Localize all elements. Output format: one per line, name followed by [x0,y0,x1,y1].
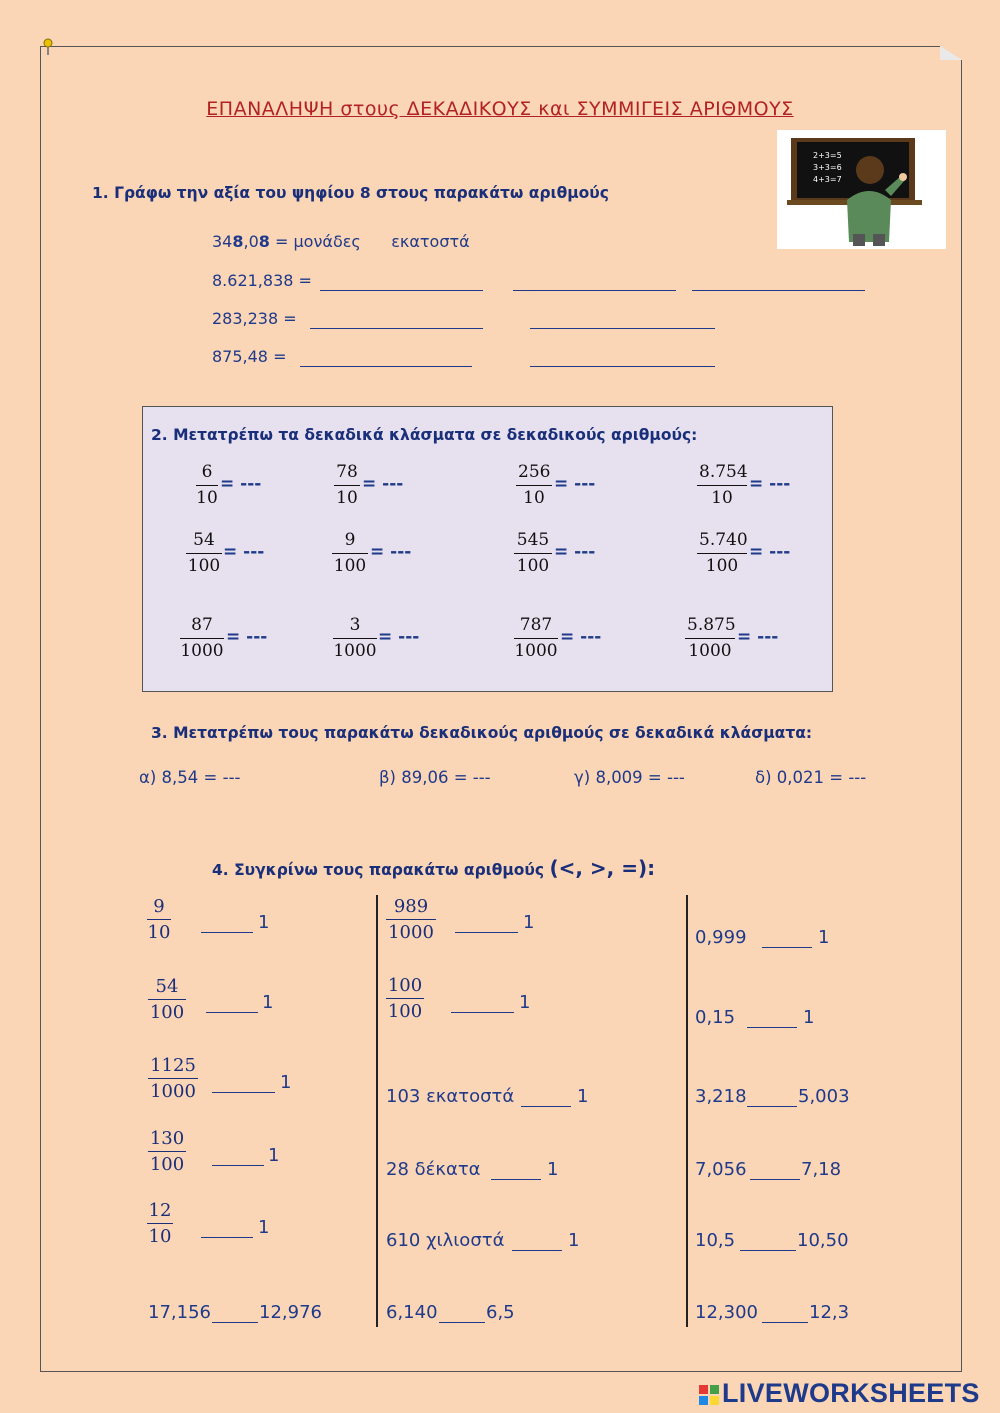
q1-row4-blank-1[interactable] [300,352,472,367]
q4-fraction [148,976,186,1023]
fraction-bar [147,1223,173,1224]
board-line-1: 2+3=5 [813,151,842,160]
q4-fraction [386,896,436,943]
page-fold-corner [940,46,962,60]
fraction-numerator: 9 [153,896,165,917]
q1-row1-answer: = μονάδες εκατοστά [269,232,470,251]
q4-fraction [148,1055,198,1102]
q2-answer-field[interactable]: = --- [554,542,596,562]
fraction-denominator: 100 [149,1002,185,1023]
q1-row2-number: 8.621,838 = [212,271,312,290]
q2-answer-field[interactable]: = --- [223,542,265,562]
fraction-numerator: 54 [155,976,179,997]
q1-row-3 [212,309,297,328]
q1-row-4 [212,347,286,366]
q4-compare-left: 7,056 [695,1159,747,1180]
q1-row4-blank-2[interactable] [530,352,715,367]
q4-compare-value: 1 [519,992,531,1013]
q4-compare-right: 1 [803,1007,815,1028]
q4-blank[interactable] [439,1322,485,1323]
q4-blank[interactable] [455,932,518,933]
fraction-bar [685,638,735,639]
q4-blank[interactable] [521,1106,571,1107]
teacher-illustration-icon [777,130,946,249]
q2-answer-field[interactable]: = --- [560,627,602,647]
fraction-denominator: 1000 [388,922,434,943]
q4-compare-left: 103 εκατοστά [386,1086,515,1107]
q4-blank[interactable] [201,932,253,933]
q1-row1-part: 34 [212,232,233,251]
q4-compare-right: 6,5 [486,1302,515,1323]
q4-compare-right: 10,50 [797,1230,849,1251]
fraction-bar [386,919,436,920]
fraction-numerator: 545 [516,530,550,550]
q1-row3-blank-2[interactable] [530,314,715,329]
q4-symbols: (<, >, =): [549,856,656,880]
fraction-numerator: 5.875 [687,615,736,635]
fraction-numerator: 8.754 [699,462,748,482]
logo-text: LIVEWORKSHEETS [722,1378,980,1408]
q2-answer-field[interactable]: = --- [749,542,791,562]
q2-fraction [514,615,558,661]
q4-compare-value: 1 [280,1072,292,1093]
q4-compare-right: 1 [818,927,830,948]
q4-compare-value: 1 [258,1217,270,1238]
q4-compare-left: 610 χιλιοστά [386,1230,505,1251]
fraction-denominator: 10 [711,488,733,508]
fraction-numerator: 3 [349,615,361,635]
q4-blank[interactable] [762,947,812,948]
q4-blank[interactable] [750,1179,800,1180]
q4-fraction [147,1200,173,1247]
q3-item-c[interactable]: γ) 8,009 = --- [574,768,685,787]
fraction-denominator: 10 [148,1226,172,1247]
board-line-3: 4+3=7 [813,175,842,184]
q4-compare-right: 7,18 [801,1159,842,1180]
fraction-numerator: 54 [193,530,215,550]
q1-row3-blank-1[interactable] [310,314,483,329]
q2-fraction [333,615,377,661]
q4-compare-right: 12,976 [259,1302,322,1323]
q4-blank[interactable] [491,1179,541,1180]
q1-row-2 [212,271,312,290]
q2-fraction [196,462,218,508]
fraction-numerator: 256 [518,462,551,482]
q1-row-1 [212,232,470,251]
q2-answer-field[interactable]: = --- [362,474,404,494]
fraction-denominator: 100 [516,556,550,576]
q2-answer-field[interactable]: = --- [749,474,791,494]
fraction-numerator: 989 [393,896,429,917]
q4-compare-right: 1 [577,1086,589,1107]
q2-answer-field[interactable]: = --- [370,542,412,562]
q4-compare-right: 1 [568,1230,580,1251]
q4-fraction [148,1128,186,1175]
fraction-bar [148,1151,186,1152]
page-title: ΕΠΑΝΑΛΗΨΗ στους ΔΕΚΑΔΙΚΟΥΣ και ΣΥΜΜΙΓΕΙΣ ΑΡΙΘΜΟΥΣ [206,98,794,120]
q4-blank[interactable] [747,1027,797,1028]
q4-compare-left: 0,999 [695,927,747,948]
q2-answer-field[interactable]: = --- [378,627,420,647]
logo-icon [698,1384,722,1406]
q4-blank[interactable] [206,1012,258,1013]
fraction-denominator: 100 [187,556,221,576]
fraction-denominator: 10 [196,488,218,508]
pin-icon [42,38,54,56]
q3-item-b[interactable]: β) 89,06 = --- [379,768,491,787]
q1-heading: 1. Γράφω την αξία του ψηφίου 8 στους παρακάτω αριθμούς [92,184,609,202]
q2-answer-field[interactable]: = --- [226,627,268,647]
teacher-blackboard-image [777,130,946,249]
q4-blank[interactable] [212,1165,264,1166]
q2-fraction [516,462,552,508]
q2-fraction [186,530,222,576]
fraction-numerator: 9 [344,530,356,550]
fraction-denominator: 1000 [180,641,224,661]
q4-blank[interactable] [451,1012,514,1013]
fraction-bar [147,919,171,920]
fraction-bar [514,638,558,639]
fraction-denominator: 10 [336,488,358,508]
fraction-bar [697,553,747,554]
fraction-numerator: 1125 [150,1055,196,1076]
fraction-bar [148,999,186,1000]
q1-row3-number: 283,238 = [212,309,297,328]
q4-blank[interactable] [212,1322,258,1323]
fraction-bar [386,998,424,999]
q2-fraction [334,462,360,508]
q4-compare-value: 1 [268,1145,280,1166]
q2-fraction [685,615,735,661]
q4-compare-left: 28 δέκατα [386,1159,481,1180]
q4-compare-left: 6,140 [386,1302,438,1323]
q2-fraction [180,615,224,661]
fraction-numerator: 78 [336,462,358,482]
q2-fraction [332,530,368,576]
q1-row1-digit: 8 [232,232,244,251]
q4-blank[interactable] [740,1250,796,1251]
fraction-bar [514,553,552,554]
liveworksheets-logo [698,1378,980,1409]
q2-fraction [514,530,552,576]
fraction-denominator: 10 [147,922,171,943]
q2-heading: 2. Μετατρέπω τα δεκαδικά κλάσματα σε δεκαδικούς αριθμούς: [151,426,698,444]
q4-fraction [386,975,424,1022]
q4-compare-left: 17,156 [148,1302,211,1323]
q4-compare-left: 3,218 [695,1086,747,1107]
fraction-numerator: 6 [201,462,213,482]
fraction-bar [516,485,552,486]
q1-row2-blank-1[interactable] [320,276,483,291]
q4-compare-right: 1 [547,1159,559,1180]
q1-row1-digit: 8 [258,232,270,251]
fraction-bar [180,638,224,639]
q2-answer-field[interactable]: = --- [737,627,779,647]
q4-compare-value: 1 [258,912,270,933]
q4-compare-right: 5,003 [798,1086,850,1107]
fraction-bar [196,485,218,486]
fraction-numerator: 130 [149,1128,185,1149]
q1-row1-part: ,0 [243,232,259,251]
fraction-denominator: 100 [705,556,739,576]
fraction-bar [333,638,377,639]
q4-compare-left: 12,300 [695,1302,758,1323]
q2-fraction [697,462,747,508]
fraction-bar [334,485,360,486]
q4-blank[interactable] [512,1250,562,1251]
q4-blank[interactable] [762,1322,808,1323]
column-divider [376,895,378,1327]
q1-row2-blank-2[interactable] [513,276,676,291]
fraction-denominator: 1000 [150,1081,196,1102]
q3-heading: 3. Μετατρέπω τους παρακάτω δεκαδικούς αριθμούς σε δεκαδικά κλάσματα: [151,724,813,742]
fraction-denominator: 1000 [333,641,377,661]
fraction-bar [148,1078,198,1079]
q4-compare-left: 10,5 [695,1230,736,1251]
fraction-bar [186,553,222,554]
fraction-numerator: 100 [387,975,423,996]
fraction-denominator: 100 [333,556,367,576]
q2-answer-field[interactable]: = --- [554,474,596,494]
fraction-denominator: 100 [387,1001,423,1022]
column-divider [686,895,688,1327]
q4-compare-value: 1 [262,992,274,1013]
q3-item-d[interactable]: δ) 0,021 = --- [755,768,867,787]
q4-compare-value: 1 [523,912,535,933]
fraction-numerator: 12 [148,1200,172,1221]
q4-compare-left: 0,15 [695,1007,736,1028]
q4-fraction [147,896,171,943]
q4-heading-text: 4. Συγκρίνω τους παρακάτω αριθμούς [212,861,545,879]
fraction-denominator: 100 [149,1154,185,1175]
q4-heading [212,856,655,880]
q3-item-a[interactable]: α) 8,54 = --- [139,768,241,787]
q4-blank[interactable] [212,1092,275,1093]
fraction-denominator: 10 [523,488,545,508]
fraction-bar [332,553,368,554]
fraction-denominator: 1000 [688,641,732,661]
q2-fraction [697,530,747,576]
board-line-2: 3+3=6 [813,163,842,172]
q1-row4-number: 875,48 = [212,347,287,366]
fraction-numerator: 87 [191,615,213,635]
q4-blank[interactable] [201,1237,253,1238]
fraction-numerator: 787 [519,615,553,635]
fraction-numerator: 5.740 [699,530,748,550]
q4-compare-right: 12,3 [809,1302,850,1323]
q4-blank[interactable] [747,1106,797,1107]
q1-row2-blank-3[interactable] [692,276,865,291]
fraction-bar [697,485,747,486]
q2-answer-field[interactable]: = --- [220,474,262,494]
fraction-denominator: 1000 [514,641,558,661]
